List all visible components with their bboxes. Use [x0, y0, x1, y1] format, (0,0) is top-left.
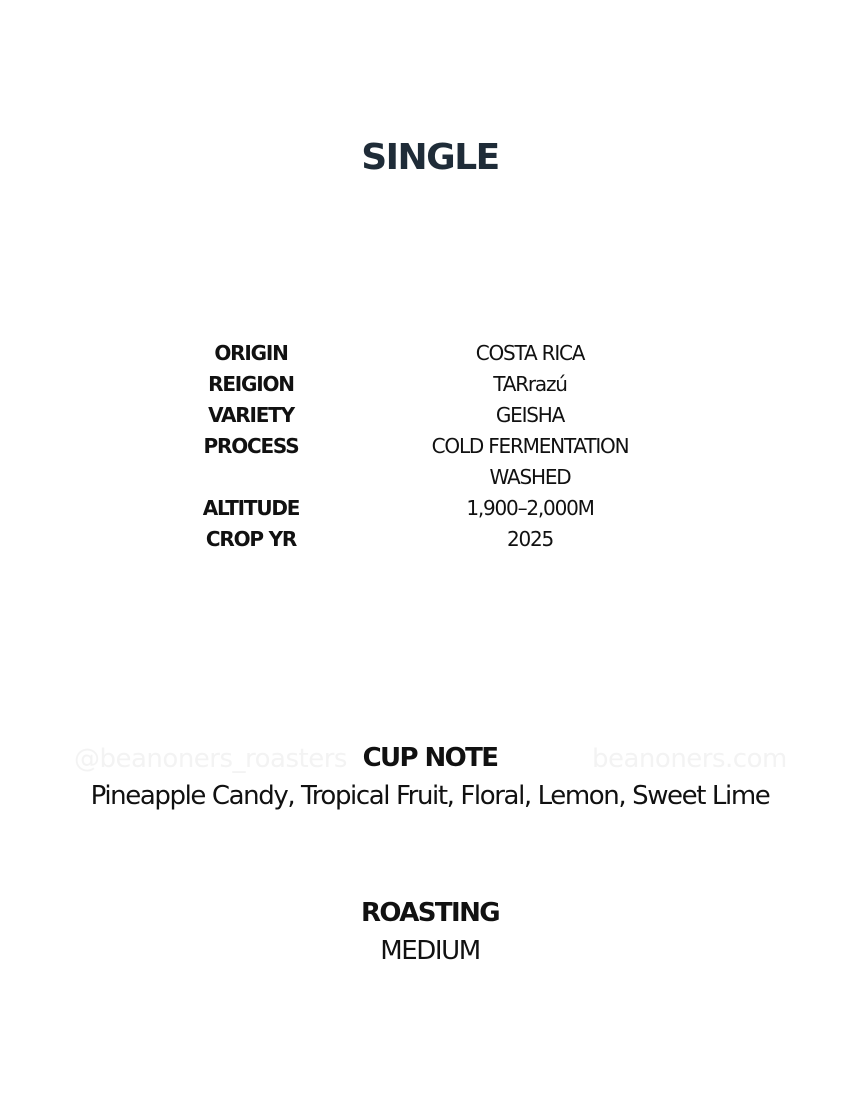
spec-table: [0, 338, 860, 555]
spec-value-crop-year: 2025: [506, 527, 554, 551]
watermark-left: @beanoners_roasters: [74, 744, 347, 774]
spec-label-altitude: ALTITUDE: [202, 496, 300, 520]
spec-value-origin: COSTA RICA: [475, 341, 585, 365]
spec-value-region: TARrazú: [493, 372, 567, 396]
watermark-right: beanoners.com: [592, 744, 787, 774]
spec-row-process-cont: [0, 462, 860, 493]
cup-note-text: Pineapple Candy, Tropical Fruit, Floral, Lemon, Sweet Lime: [90, 781, 770, 811]
spec-row-crop-year: [0, 524, 860, 555]
spec-label-region: REIGION: [208, 372, 294, 396]
spec-value-process: COLD FERMENTATION: [431, 434, 629, 458]
spec-value-altitude: 1,900–2,000M: [466, 496, 594, 520]
spec-row-variety: [0, 400, 860, 431]
spec-label-crop-year: CROP YR: [205, 527, 297, 551]
spec-row-region: [0, 369, 860, 400]
cup-note-heading: CUP NOTE: [362, 743, 498, 773]
roasting-text: MEDIUM: [380, 936, 480, 966]
spec-label-origin: ORIGIN: [214, 341, 288, 365]
page-title: SINGLE: [361, 137, 499, 178]
spec-row-altitude: [0, 493, 860, 524]
roasting-heading: ROASTING: [361, 898, 499, 928]
spec-value-process-cont: WASHED: [489, 465, 571, 489]
spec-label-process: PROCESS: [203, 434, 299, 458]
spec-label-variety: VARIETY: [208, 403, 294, 427]
spec-row-origin: [0, 338, 860, 369]
spec-row-process: [0, 431, 860, 462]
spec-value-variety: GEISHA: [495, 403, 565, 427]
